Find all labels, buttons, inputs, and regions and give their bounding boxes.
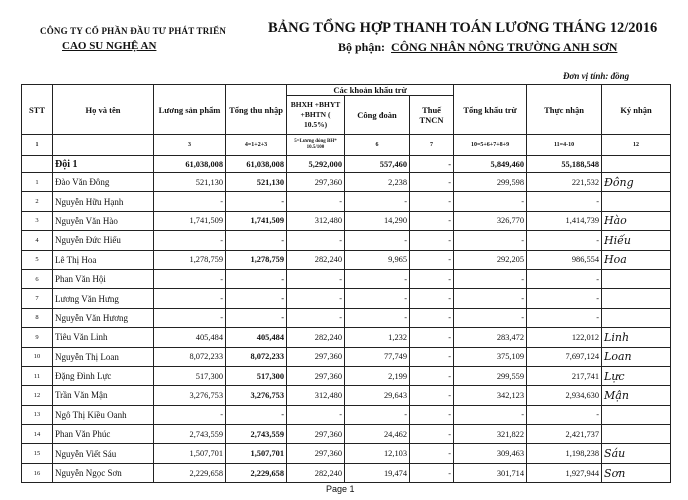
cell-cd: 24,462 <box>345 425 410 444</box>
cell-sign <box>602 308 671 327</box>
cell-stt: 5 <box>22 250 53 269</box>
cell-tkt: - <box>454 289 527 308</box>
cell-name: Phan Văn Phúc <box>53 425 154 444</box>
table-row <box>22 269 671 288</box>
cell-bh: - <box>287 405 345 424</box>
cell-luong-sp: 405,484 <box>154 328 226 347</box>
cell-tong: - <box>226 269 287 288</box>
group-sign <box>602 156 671 173</box>
cell-tn: 1,414,739 <box>527 211 602 230</box>
group-cd: 557,460 <box>345 156 410 173</box>
group-tkt: 5,849,460 <box>454 156 527 173</box>
cell-tong: 2,743,559 <box>226 425 287 444</box>
cell-thue: - <box>410 405 454 424</box>
table-row <box>22 192 671 211</box>
cell-cd: 29,643 <box>345 386 410 405</box>
cell-luong-sp: 3,276,753 <box>154 386 226 405</box>
cell-name: Nguyễn Đức Hiếu <box>53 231 154 250</box>
cell-bh: 282,240 <box>287 328 345 347</box>
cell-cd: - <box>345 192 410 211</box>
group-bh: 5,292,000 <box>287 156 345 173</box>
cell-tong: - <box>226 405 287 424</box>
cell-stt: 13 <box>22 405 53 424</box>
cell-tkt: - <box>454 231 527 250</box>
cell-tong: 1,507,701 <box>226 444 287 463</box>
header-name: Họ và tên <box>53 85 154 135</box>
page-number: Page 1 <box>326 484 355 494</box>
cell-tkt: 321,822 <box>454 425 527 444</box>
cell-tong: - <box>226 192 287 211</box>
cell-tong: 8,072,233 <box>226 347 287 366</box>
cell-sign: Lực <box>602 366 671 385</box>
cell-cd: 2,238 <box>345 173 410 192</box>
cell-thue: - <box>410 231 454 250</box>
header-deductions-group: Các khoản khấu trừ <box>287 85 454 96</box>
table-row <box>22 231 671 250</box>
header-tong-thu-nhap: Tổng thu nhập <box>226 85 287 135</box>
cell-tong: 1,278,759 <box>226 250 287 269</box>
cell-tong: 405,484 <box>226 328 287 347</box>
cell-sign: Sơn <box>602 463 671 482</box>
cell-stt: 10 <box>22 347 53 366</box>
cell-tn: 221,532 <box>527 173 602 192</box>
cell-name: Phan Văn Hội <box>53 269 154 288</box>
column-number-cell: 6 <box>345 135 410 156</box>
table-row <box>22 328 671 347</box>
cell-stt: 1 <box>22 173 53 192</box>
cell-stt: 4 <box>22 231 53 250</box>
cell-bh: - <box>287 192 345 211</box>
cell-tn: 2,421,737 <box>527 425 602 444</box>
column-number-cell: 12 <box>602 135 671 156</box>
cell-tong: - <box>226 289 287 308</box>
table-row <box>22 347 671 366</box>
cell-thue: - <box>410 250 454 269</box>
column-number-cell: 5=Lương đóng BH* 10.5/100 <box>287 135 345 156</box>
cell-luong-sp: - <box>154 405 226 424</box>
cell-bh: 297,360 <box>287 173 345 192</box>
cell-tong: 517,300 <box>226 366 287 385</box>
cell-tong: 2,229,658 <box>226 463 287 482</box>
cell-cd: - <box>345 405 410 424</box>
cell-stt: 6 <box>22 269 53 288</box>
cell-sign <box>602 192 671 211</box>
cell-tkt: 292,205 <box>454 250 527 269</box>
column-number-cell: 3 <box>154 135 226 156</box>
cell-tkt: - <box>454 405 527 424</box>
cell-stt: 9 <box>22 328 53 347</box>
cell-cd: 2,199 <box>345 366 410 385</box>
cell-sign: Mận <box>602 386 671 405</box>
group-stt <box>22 156 53 173</box>
cell-sign: Sáu <box>602 444 671 463</box>
cell-name: Tiêu Văn Linh <box>53 328 154 347</box>
cell-tn: - <box>527 231 602 250</box>
company-name: CÔNG TY CỔ PHẦN ĐẦU TƯ PHÁT TRIỂN <box>40 26 227 36</box>
cell-stt: 16 <box>22 463 53 482</box>
cell-name: Lê Thị Hoa <box>53 250 154 269</box>
cell-luong-sp: - <box>154 289 226 308</box>
group-tn: 55,188,548 <box>527 156 602 173</box>
cell-tkt: 299,598 <box>454 173 527 192</box>
table-row <box>22 386 671 405</box>
column-number-cell: 10=5+6+7+8+9 <box>454 135 527 156</box>
cell-sign: Hiếu <box>602 231 671 250</box>
cell-thue: - <box>410 289 454 308</box>
cell-cd: 9,965 <box>345 250 410 269</box>
cell-luong-sp: - <box>154 269 226 288</box>
cell-thue: - <box>410 463 454 482</box>
cell-thue: - <box>410 328 454 347</box>
cell-bh: - <box>287 269 345 288</box>
cell-tkt: - <box>454 192 527 211</box>
cell-name: Nguyễn Văn Hào <box>53 211 154 230</box>
cell-cd: 19,474 <box>345 463 410 482</box>
group-luong-sp: 61,038,008 <box>154 156 226 173</box>
cell-thue: - <box>410 347 454 366</box>
cell-luong-sp: - <box>154 192 226 211</box>
cell-cd: 12,103 <box>345 444 410 463</box>
cell-sign: Linh <box>602 328 671 347</box>
table-row <box>22 250 671 269</box>
cell-cd: - <box>345 289 410 308</box>
cell-bh: - <box>287 231 345 250</box>
cell-bh: 297,360 <box>287 444 345 463</box>
column-number-cell: 1 <box>22 135 53 156</box>
header-bao-hiem: BHXH +BHYT +BHTN ( 10.5%) <box>287 96 345 135</box>
group-tong: 61,038,008 <box>226 156 287 173</box>
cell-luong-sp: 2,743,559 <box>154 425 226 444</box>
cell-luong-sp: 1,507,701 <box>154 444 226 463</box>
cell-sign <box>602 269 671 288</box>
cell-name: Đào Văn Đông <box>53 173 154 192</box>
group-row <box>22 156 671 173</box>
cell-tn: 2,934,630 <box>527 386 602 405</box>
cell-tong: - <box>226 231 287 250</box>
cell-thue: - <box>410 425 454 444</box>
cell-tn: 122,012 <box>527 328 602 347</box>
cell-name: Nguyễn Viết Sáu <box>53 444 154 463</box>
cell-tn: - <box>527 308 602 327</box>
cell-name: Nguyễn Hữu Hạnh <box>53 192 154 211</box>
cell-luong-sp: 517,300 <box>154 366 226 385</box>
table-row <box>22 308 671 327</box>
cell-luong-sp: 8,072,233 <box>154 347 226 366</box>
cell-tn: 217,741 <box>527 366 602 385</box>
cell-bh: 312,480 <box>287 386 345 405</box>
cell-tn: - <box>527 405 602 424</box>
cell-name: Nguyễn Văn Hương <box>53 308 154 327</box>
cell-sign <box>602 425 671 444</box>
cell-bh: 312,480 <box>287 211 345 230</box>
cell-stt: 12 <box>22 386 53 405</box>
cell-luong-sp: 1,741,509 <box>154 211 226 230</box>
table-row <box>22 289 671 308</box>
cell-sign: Loan <box>602 347 671 366</box>
group-thue: - <box>410 156 454 173</box>
cell-bh: 282,240 <box>287 463 345 482</box>
cell-stt: 2 <box>22 192 53 211</box>
cell-stt: 11 <box>22 366 53 385</box>
cell-luong-sp: - <box>154 308 226 327</box>
column-number-row <box>22 135 671 156</box>
cell-cd: - <box>345 269 410 288</box>
cell-stt: 3 <box>22 211 53 230</box>
cell-sign <box>602 289 671 308</box>
table-row <box>22 444 671 463</box>
cell-luong-sp: 2,229,658 <box>154 463 226 482</box>
header-luong-san-pham: Lương sản phẩm <box>154 85 226 135</box>
cell-cd: 77,749 <box>345 347 410 366</box>
department-line <box>338 40 617 55</box>
header-thue-tncn: Thuế TNCN <box>410 96 454 135</box>
cell-tkt: 283,472 <box>454 328 527 347</box>
cell-tn: - <box>527 192 602 211</box>
cell-thue: - <box>410 211 454 230</box>
cell-tong: 521,130 <box>226 173 287 192</box>
column-number-cell <box>53 135 154 156</box>
cell-thue: - <box>410 173 454 192</box>
cell-name: Nguyễn Ngọc Sơn <box>53 463 154 482</box>
cell-stt: 8 <box>22 308 53 327</box>
cell-thue: - <box>410 308 454 327</box>
column-number-cell: 11=4-10 <box>527 135 602 156</box>
cell-luong-sp: 521,130 <box>154 173 226 192</box>
cell-tkt: 301,714 <box>454 463 527 482</box>
cell-tong: - <box>226 308 287 327</box>
cell-thue: - <box>410 192 454 211</box>
cell-bh: 297,360 <box>287 347 345 366</box>
header-tong-khau-tru: Tổng khấu trừ <box>454 85 527 135</box>
cell-sign <box>602 405 671 424</box>
company-subname: CAO SU NGHỆ AN <box>62 40 157 52</box>
cell-bh: 297,360 <box>287 366 345 385</box>
header-cong-doan: Công đoàn <box>345 96 410 135</box>
cell-cd: 1,232 <box>345 328 410 347</box>
cell-tkt: 299,559 <box>454 366 527 385</box>
cell-tn: 1,927,944 <box>527 463 602 482</box>
column-number-cell: 4=1+2+3 <box>226 135 287 156</box>
cell-cd: - <box>345 308 410 327</box>
document-title: BẢNG TỔNG HỢP THANH TOÁN LƯƠNG THÁNG 12/2016 <box>268 20 658 36</box>
cell-tn: - <box>527 269 602 288</box>
cell-tn: - <box>527 289 602 308</box>
cell-thue: - <box>410 269 454 288</box>
cell-bh: 282,240 <box>287 250 345 269</box>
table-row <box>22 405 671 424</box>
cell-tkt: 309,463 <box>454 444 527 463</box>
cell-name: Đặng Đình Lực <box>53 366 154 385</box>
cell-name: Lương Văn Hưng <box>53 289 154 308</box>
cell-luong-sp: - <box>154 231 226 250</box>
header-thuc-nhan: Thực nhận <box>527 85 602 135</box>
cell-tkt: - <box>454 269 527 288</box>
cell-tong: 1,741,509 <box>226 211 287 230</box>
cell-cd: - <box>345 231 410 250</box>
cell-name: Ngô Thị Kiều Oanh <box>53 405 154 424</box>
cell-bh: 297,360 <box>287 425 345 444</box>
cell-name: Trần Văn Mận <box>53 386 154 405</box>
cell-thue: - <box>410 386 454 405</box>
department-value: CÔNG NHÂN NÔNG TRƯỜNG ANH SƠN <box>391 40 618 54</box>
cell-bh: - <box>287 308 345 327</box>
payroll-table <box>21 84 671 483</box>
group-name: Đội 1 <box>53 156 154 173</box>
table-row <box>22 425 671 444</box>
department-label: Bộ phận: <box>338 40 386 54</box>
cell-tn: 986,554 <box>527 250 602 269</box>
cell-sign: Đông <box>602 173 671 192</box>
cell-stt: 7 <box>22 289 53 308</box>
cell-bh: - <box>287 289 345 308</box>
cell-sign: Hào <box>602 211 671 230</box>
cell-thue: - <box>410 444 454 463</box>
currency-unit: Đơn vị tính: đồng <box>563 71 630 81</box>
cell-tkt: - <box>454 308 527 327</box>
cell-name: Nguyễn Thị Loan <box>53 347 154 366</box>
table-row <box>22 173 671 192</box>
cell-tn: 7,697,124 <box>527 347 602 366</box>
cell-thue: - <box>410 366 454 385</box>
cell-stt: 15 <box>22 444 53 463</box>
cell-luong-sp: 1,278,759 <box>154 250 226 269</box>
cell-tn: 1,198,238 <box>527 444 602 463</box>
cell-stt: 14 <box>22 425 53 444</box>
cell-cd: 14,290 <box>345 211 410 230</box>
table-row <box>22 211 671 230</box>
cell-sign: Hoa <box>602 250 671 269</box>
cell-tkt: 326,770 <box>454 211 527 230</box>
cell-tong: 3,276,753 <box>226 386 287 405</box>
table-row <box>22 463 671 482</box>
header-ky-nhan: Ký nhận <box>602 85 671 135</box>
header-stt: STT <box>22 85 53 135</box>
column-number-cell: 7 <box>410 135 454 156</box>
cell-tkt: 342,123 <box>454 386 527 405</box>
cell-tkt: 375,109 <box>454 347 527 366</box>
table-row <box>22 366 671 385</box>
